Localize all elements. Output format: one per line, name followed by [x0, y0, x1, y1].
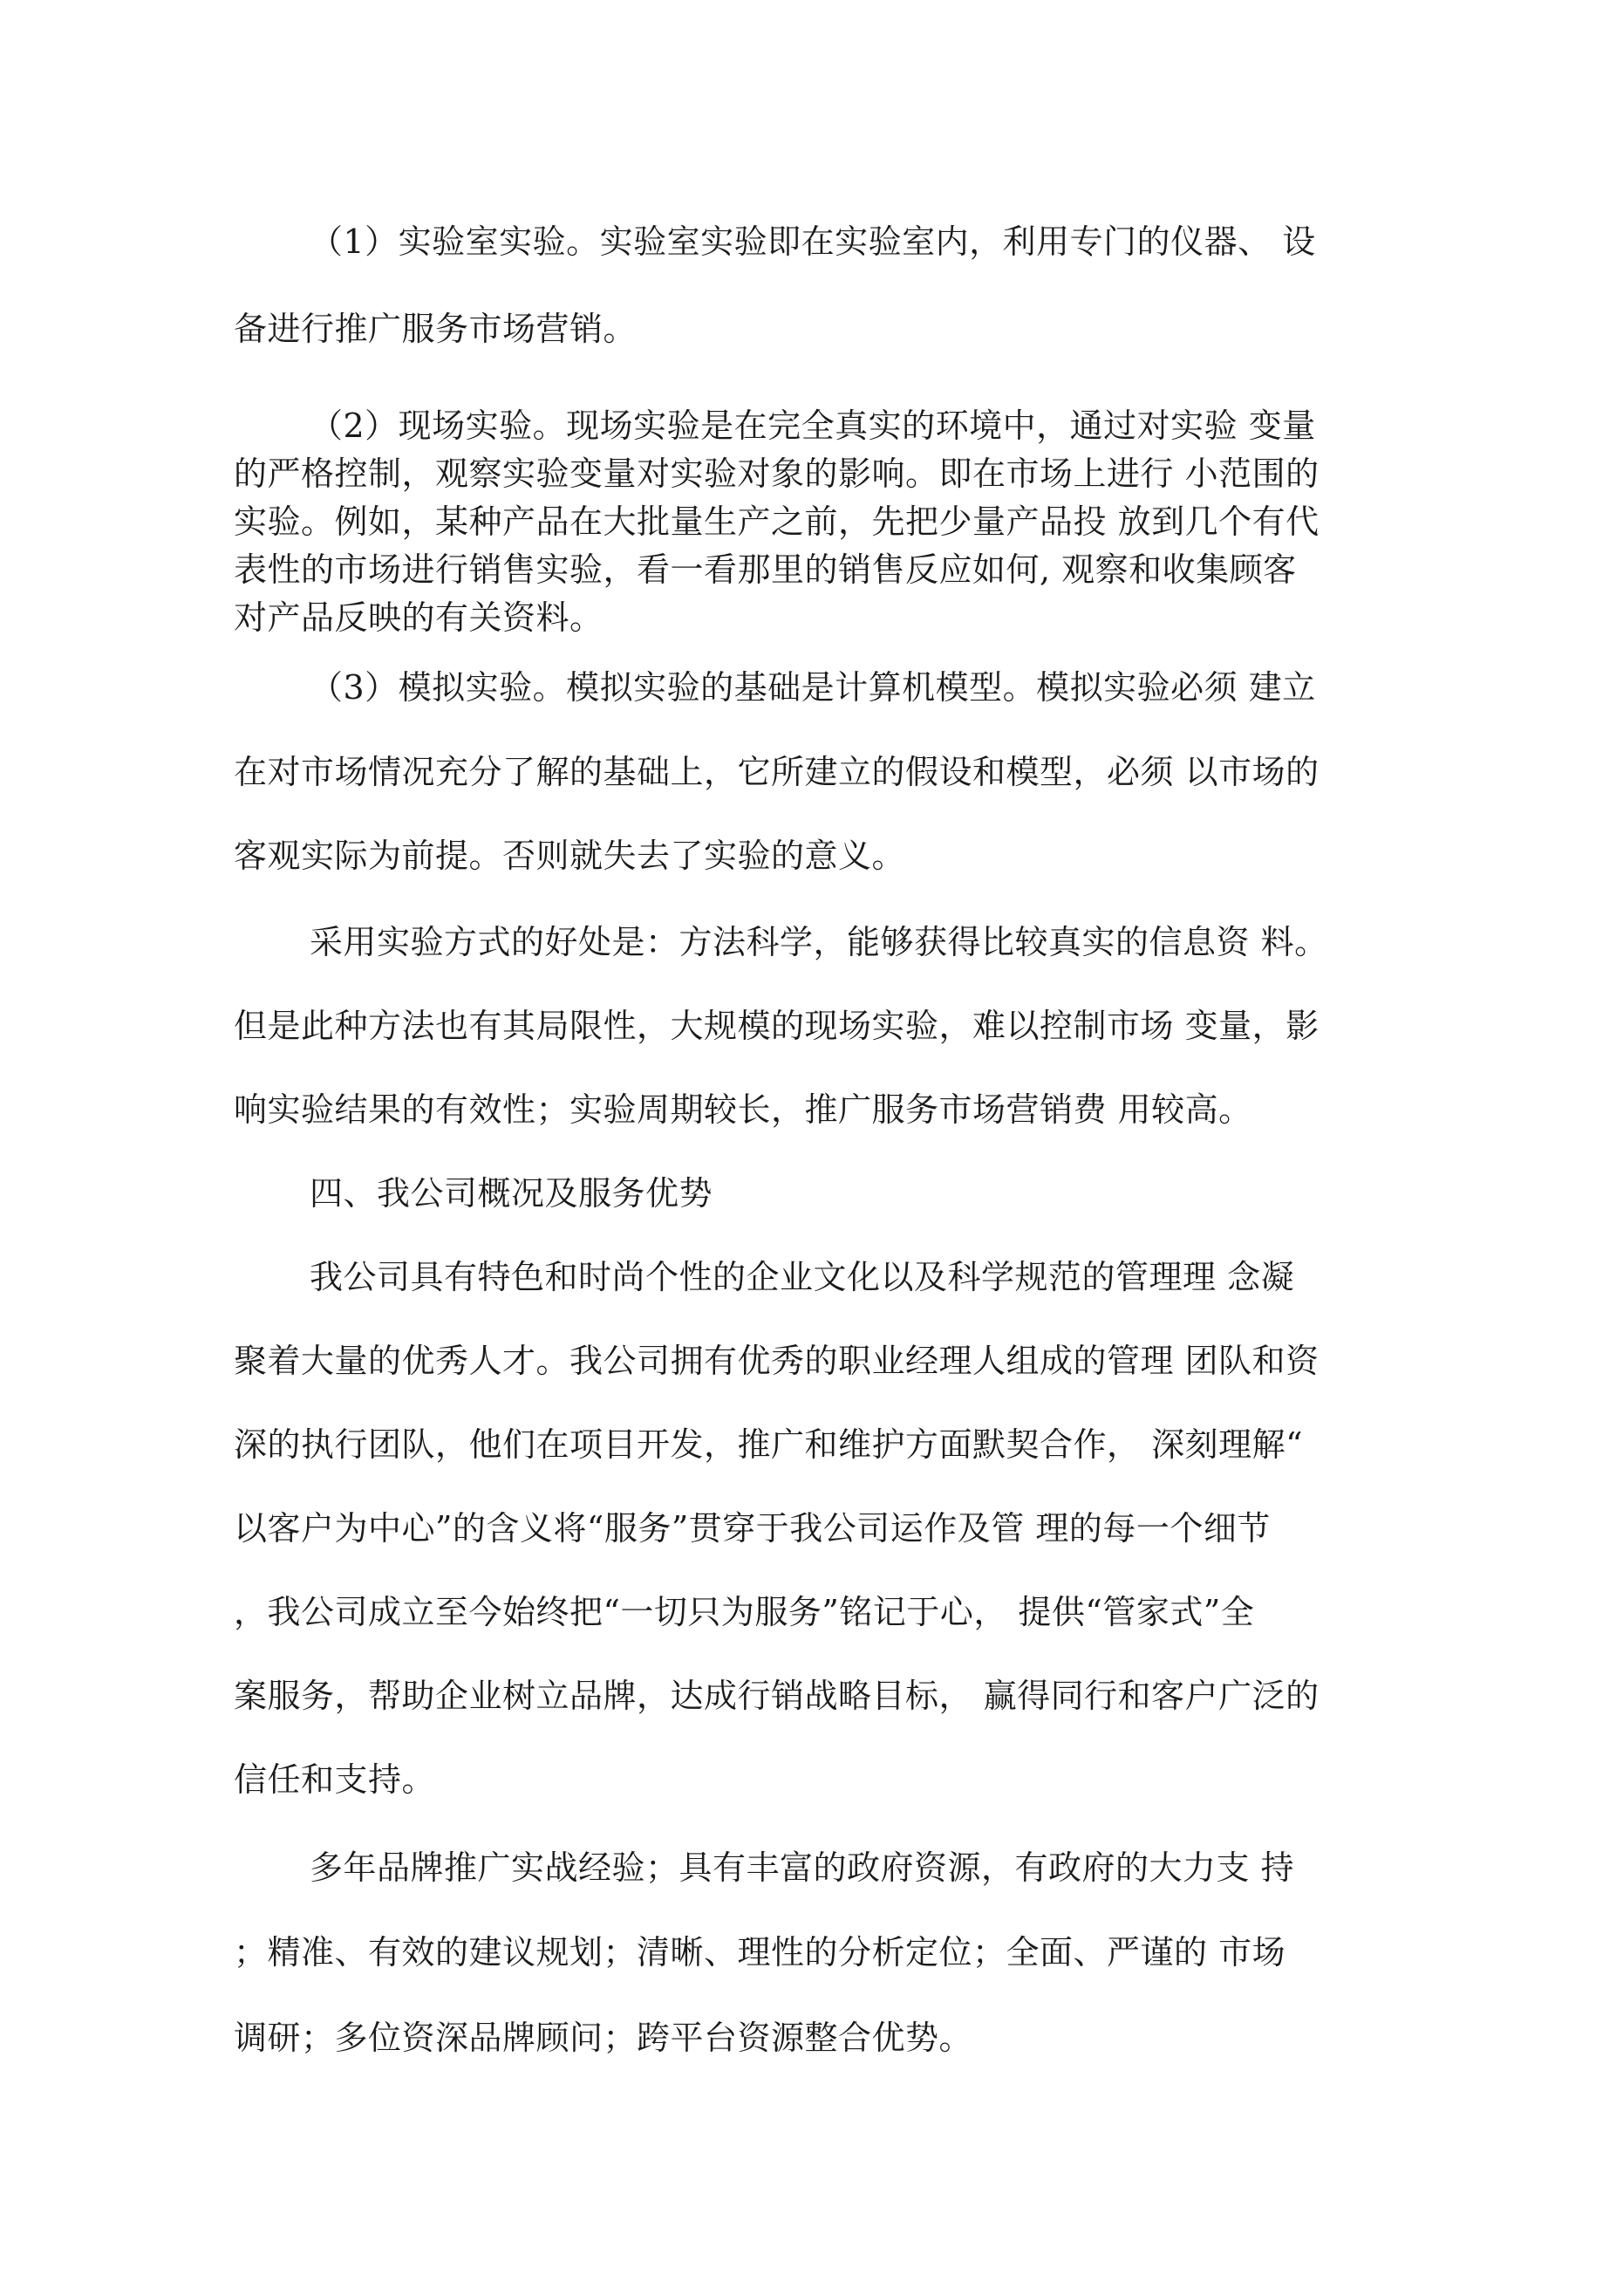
paragraph-field-experiment-line-5: 对产品反映的有关资料。 — [234, 598, 604, 637]
paragraph-field-experiment-line-4: 表性的市场进行销售实验，看一看那里的销售反应如何, 观察和收集顾客 — [234, 550, 1297, 589]
paragraph-advantages-line-3: 调研；多位资深品牌顾问；跨平台资源整合优势。 — [234, 2019, 973, 2057]
paragraph-lab-experiment-line-2: 备进行推广服务市场营销。 — [234, 310, 638, 348]
paragraph-company-line-4: 以客户为中心”的含义将“服务”贯穿于我公司运作及管 理的每一个细节 — [234, 1509, 1271, 1548]
paragraph-pros-cons-line-1: 采用实验方式的好处是：方法科学，能够获得比较真实的信息资 料。 — [310, 923, 1328, 961]
paragraph-company-line-1: 我公司具有特色和时尚个性的企业文化以及科学规范的管理理 念凝 — [310, 1258, 1295, 1296]
paragraph-pros-cons-line-3: 响实验结果的有效性；实验周期较长，推广服务市场营销费 用较高。 — [234, 1090, 1252, 1129]
paragraph-company-line-6: 案服务，帮助企业树立品牌，达成行销战略目标， 赢得同行和客户广泛的 — [234, 1677, 1320, 1715]
paragraph-simulation-line-1: （3）模拟实验。模拟实验的基础是计算机模型。模拟实验必须 建立 — [310, 668, 1316, 707]
paragraph-company-line-2: 聚着大量的优秀人才。我公司拥有优秀的职业经理人组成的管理 团队和资 — [234, 1342, 1320, 1380]
paragraph-field-experiment-line-1: （2）现场实验。现场实验是在完全真实的环境中，通过对实验 变量 — [310, 407, 1316, 445]
paragraph-advantages-line-2: ；精准、有效的建议规划；清晰、理性的分析定位；全面、严谨的 市场 — [234, 1933, 1286, 1971]
paragraph-company-line-5: ，我公司成立至今始终把“一切只为服务”铭记于心， 提供“管家式”全 — [234, 1593, 1255, 1631]
paragraph-field-experiment-line-2: 的严格控制，观察实验变量对实验对象的影响。即在市场上进行 小范围的 — [234, 454, 1320, 493]
paragraph-company-line-3: 深的执行团队，他们在项目开发，推广和维护方面默契合作， 深刻理解“ — [234, 1425, 1304, 1464]
paragraph-advantages-line-1: 多年品牌推广实战经验；具有丰富的政府资源，有政府的大力支 持 — [310, 1848, 1295, 1887]
paragraph-pros-cons-line-2: 但是此种方法也有其局限性，大规模的现场实验，难以控制市场 变量，影 — [234, 1007, 1320, 1045]
section-heading: 四、我公司概况及服务优势 — [310, 1174, 713, 1213]
paragraph-simulation-line-3: 客观实际为前提。否则就失去了实验的意义。 — [234, 837, 906, 875]
paragraph-lab-experiment-line-1: （1）实验室实验。实验室实验即在实验室内，利用专门的仪器、 设 — [310, 222, 1316, 261]
paragraph-simulation-line-2: 在对市场情况充分了解的基础上，它所建立的假设和模型，必须 以市场的 — [234, 753, 1320, 791]
paragraph-company-line-7: 信任和支持。 — [234, 1760, 436, 1799]
paragraph-field-experiment-line-3: 实验。例如，某种产品在大批量生产之前，先把少量产品投 放到几个有代 — [234, 502, 1320, 541]
